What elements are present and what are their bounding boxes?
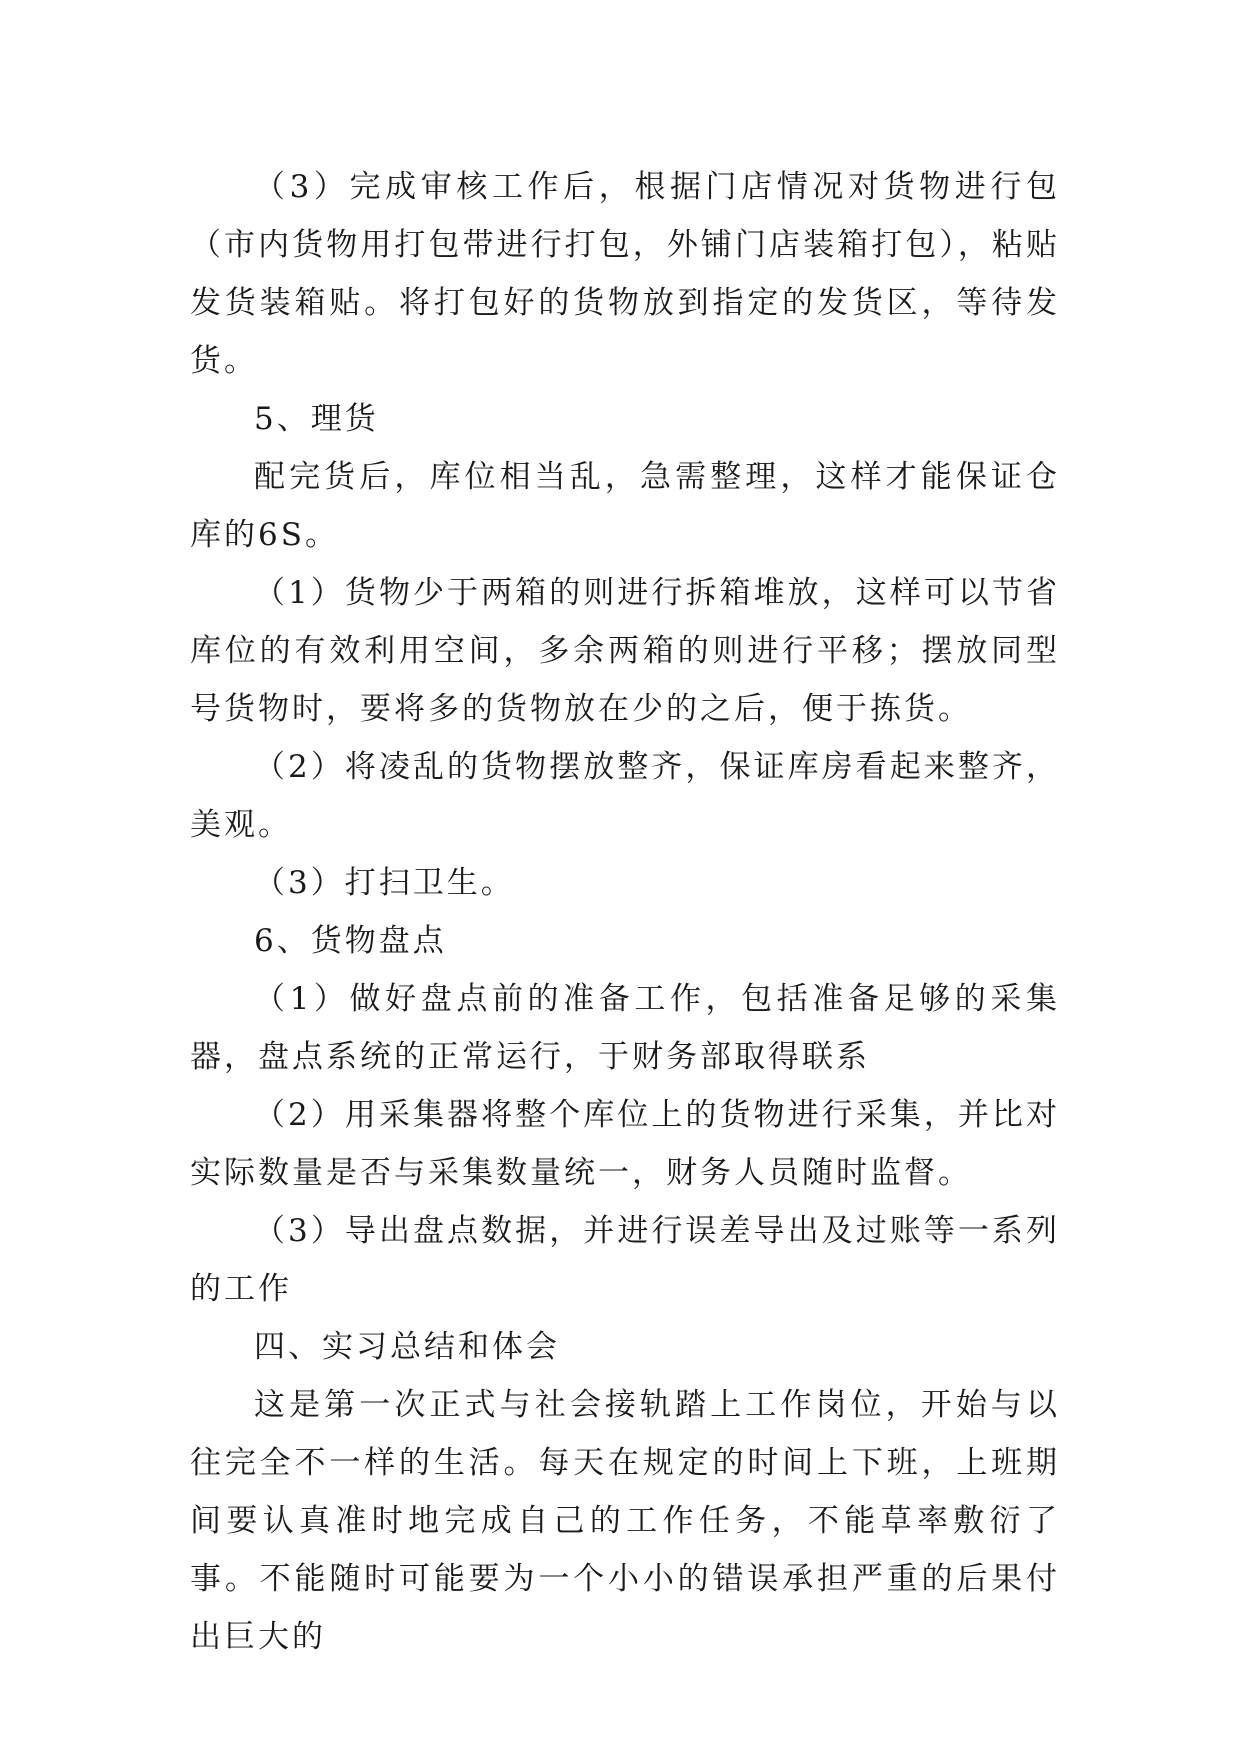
paragraph-packing: （3）完成审核工作后，根据门店情况对货物进行包（市内货物用打包带进行打包，外铺门店装箱打包），粘贴发货装箱贴。将打包好的货物放到指定的发货区，等待发货。	[190, 169, 1060, 379]
section-heading-inventory: 6、货物盘点	[254, 923, 447, 959]
section-heading-summary: 四、实习总结和体会	[254, 1329, 560, 1365]
section-heading-sorting: 5、理货	[254, 401, 379, 437]
paragraph-sorting-intro: 配完货后，库位相当乱，急需整理，这样才能保证仓库的6S。	[190, 459, 1060, 553]
paragraph-summary: 这是第一次正式与社会接轨踏上工作岗位，开始与以往完全不一样的生活。每天在规定的时间上下班，上班期间要认真准时地完成自己的工作任务，不能草率敷衍了事。不能随时可能要为一个小小的错误承担严重的后果付出巨大的	[190, 1387, 1060, 1655]
paragraph-inventory-step-1: （1）做好盘点前的准备工作，包括准备足够的采集器，盘点系统的正常运行，于财务部取得联系	[190, 981, 1060, 1075]
paragraph-sorting-step-2: （2）将凌乱的货物摆放整齐，保证库房看起来整齐，美观。	[190, 749, 1060, 843]
paragraph-inventory-step-2: （2）用采集器将整个库位上的货物进行采集，并比对实际数量是否与采集数量统一，财务人员随时监督。	[190, 1097, 1060, 1191]
paragraph-sorting-step-3: （3）打扫卫生。	[254, 865, 515, 901]
document-body	[190, 158, 1060, 1666]
paragraph-sorting-step-1: （1）货物少于两箱的则进行拆箱堆放，这样可以节省库位的有效利用空间，多余两箱的则进行平移；摆放同型号货物时，要将多的货物放在少的之后，便于拣货。	[190, 575, 1060, 727]
paragraph-inventory-step-3: （3）导出盘点数据，并进行误差导出及过账等一系列的工作	[190, 1213, 1060, 1307]
